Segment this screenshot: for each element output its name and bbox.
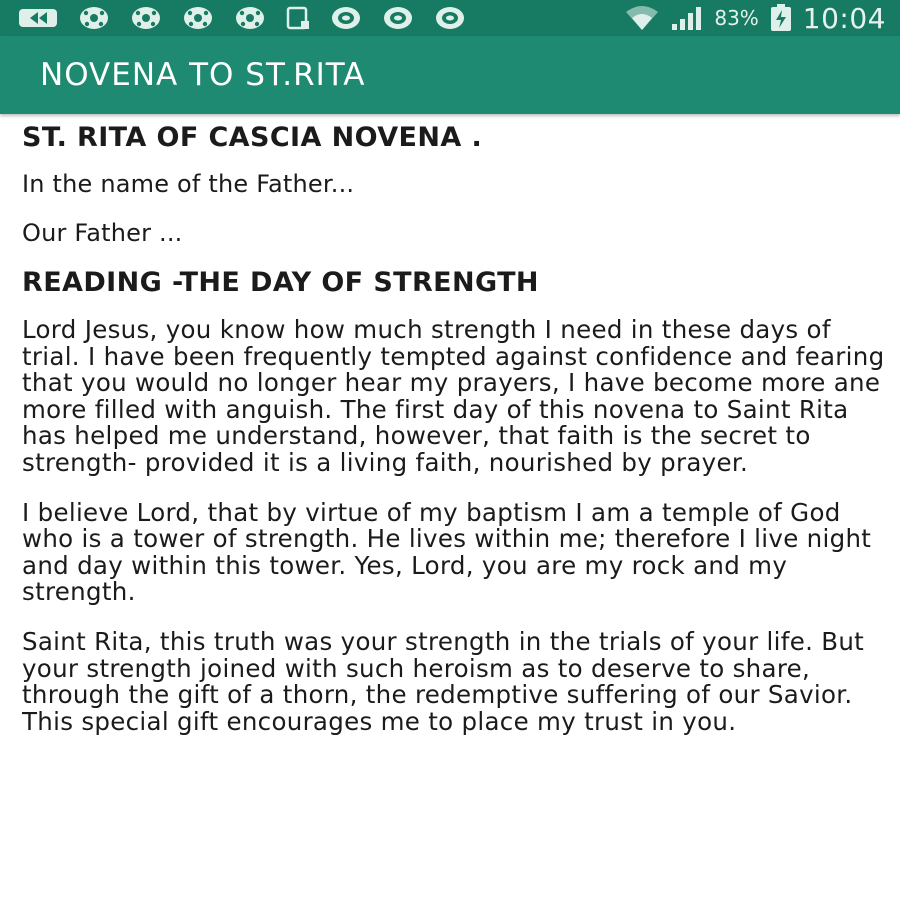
whatsapp-icon bbox=[382, 5, 414, 31]
whatsapp-icon bbox=[330, 5, 362, 31]
signal-icon bbox=[670, 5, 704, 31]
paragraph-3: Saint Rita, this truth was your strength in the trials of your life. But your strength joined with such heroism as to deserve to share, through the gift of a thorn, the redemptive suffering of our Savior. This special gift encourages me to place my trust in you. bbox=[22, 626, 865, 736]
reading-heading: READING -THE DAY OF STRENGTH bbox=[22, 267, 539, 298]
clipboard-icon bbox=[286, 5, 310, 31]
notification-icons bbox=[18, 5, 466, 31]
status-bar bbox=[0, 0, 900, 36]
soccer-ball-icon bbox=[182, 5, 214, 31]
app-icon bbox=[18, 7, 58, 29]
wifi-icon bbox=[624, 4, 660, 32]
app-bar bbox=[0, 36, 900, 114]
soccer-ball-icon bbox=[130, 5, 162, 31]
clock: 10:04 bbox=[802, 1, 886, 35]
whatsapp-icon bbox=[434, 5, 466, 31]
paragraph-2: I believe Lord, that by virtue of my baptism I am a temple of God who is a tower of strength. He lives within me; therefore I live night and day within this tower. Yes, Lord, you are my rock and my strength. bbox=[22, 497, 872, 607]
intro-line-2: Our Father ... bbox=[22, 219, 183, 247]
novena-heading: ST. RITA OF CASCIA NOVENA . bbox=[22, 122, 483, 153]
novena-content[interactable] bbox=[22, 114, 887, 900]
intro-line-1: In the name of the Father... bbox=[22, 170, 355, 198]
paragraph-1: Lord Jesus, you know how much strength I need in these days of trial. I have been frequently tempted against confidence and fearing that you would no longer hear my prayers, I have become more ane more filled with anguish. The first day of this novena to Saint Rita has helped me understand, however, that faith is the secret to strength- provided it is a living faith, nourished by prayer. bbox=[22, 315, 885, 477]
soccer-ball-icon bbox=[234, 5, 266, 31]
battery-charging-icon bbox=[769, 4, 793, 32]
app-title: NOVENA TO ST.RITA bbox=[40, 57, 366, 93]
system-icons bbox=[624, 2, 886, 35]
battery-percent: 83% bbox=[714, 6, 759, 30]
soccer-ball-icon bbox=[78, 5, 110, 31]
